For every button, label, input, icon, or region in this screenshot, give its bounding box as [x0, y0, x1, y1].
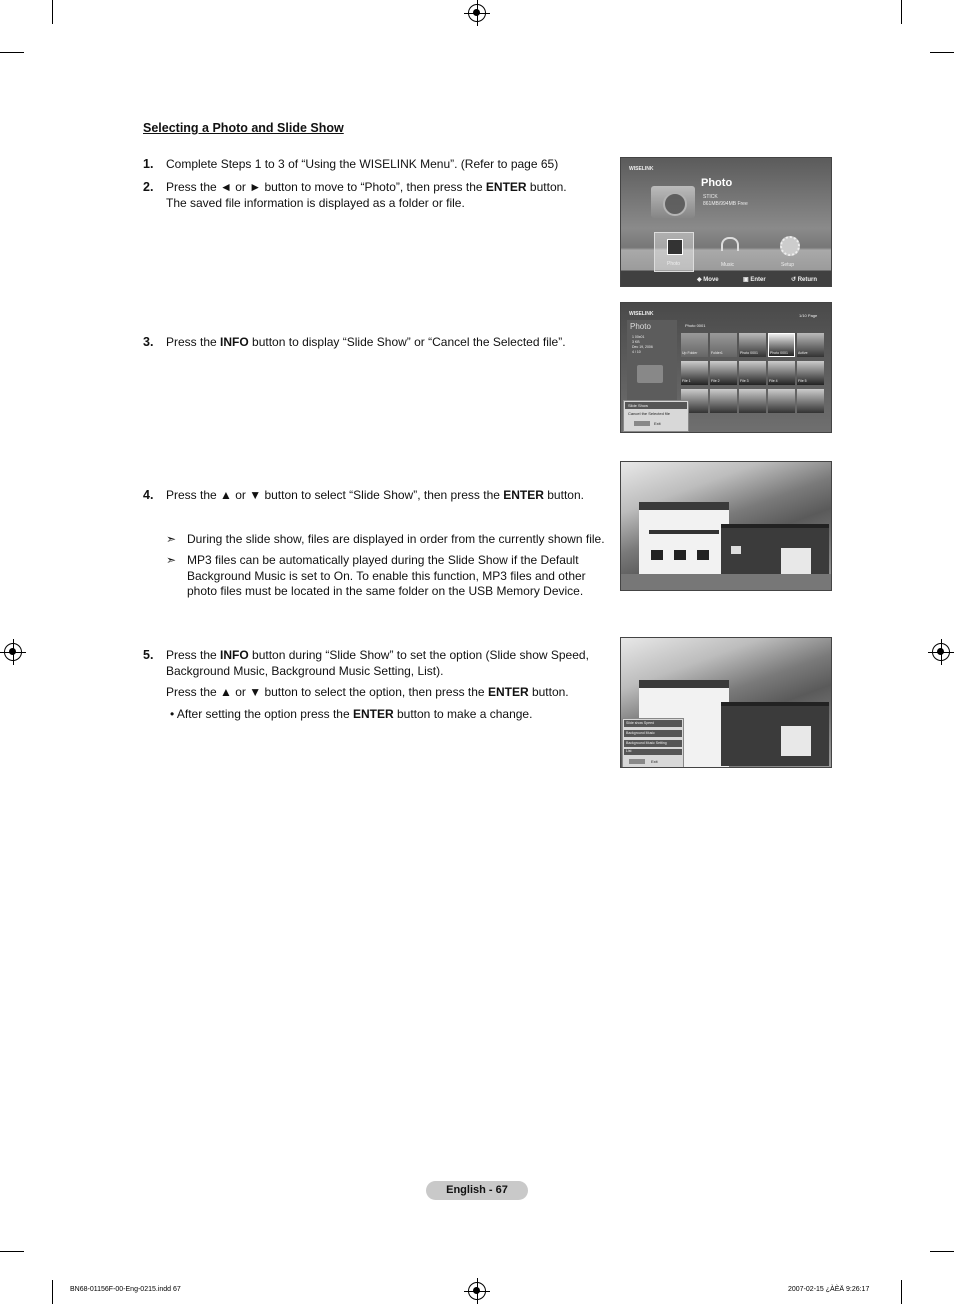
registration-mark-icon — [4, 643, 22, 661]
text-part: Press the ▲ or ▼ button to select the option, then press the — [166, 685, 488, 699]
text-part: photo files must be located in the same folder on the USB Memory Device. — [187, 584, 584, 598]
text-part: button to display “Slide Show” or “Cancel the Selected file”. — [248, 335, 566, 349]
thumb[interactable] — [710, 333, 737, 357]
setup-menu-item[interactable] — [773, 234, 805, 268]
crop-mark — [930, 1251, 954, 1252]
thumb[interactable] — [768, 361, 795, 385]
ground-photo — [621, 574, 832, 591]
step-number: 3. — [143, 335, 154, 349]
exit-label: Exit — [654, 421, 661, 426]
panel-title: Photo — [630, 322, 651, 331]
step-text — [166, 648, 589, 679]
thumb[interactable] — [797, 389, 824, 413]
photo-menu-item[interactable] — [654, 232, 694, 272]
menu-item-label: List — [626, 749, 632, 753]
menu-item-cancel[interactable] — [625, 410, 687, 417]
menu-item-label: Background Music — [626, 731, 655, 735]
registration-mark-icon — [468, 4, 486, 22]
thumb-label: Active — [798, 351, 808, 355]
thumb-label: Photo 0001 — [740, 351, 758, 355]
thumb[interactable] — [797, 361, 824, 385]
chalet-photo — [721, 702, 829, 766]
step-text: Complete Steps 1 to 3 of “Using the WISELINK Menu”. (Refer to page 65) — [166, 157, 559, 171]
menu-item-bg-music[interactable] — [624, 730, 682, 737]
key-name: INFO — [220, 648, 249, 662]
menu-item-slide-show[interactable] — [625, 402, 687, 409]
step-number: 4. — [143, 488, 154, 502]
free-space: 861MB/994MB Free — [703, 201, 748, 207]
footer-enter: ▣ Enter — [743, 277, 766, 283]
menu-item-label: Background Music Setting — [626, 741, 667, 745]
file-info: 1 00x01 — [632, 335, 645, 339]
step-number: 1. — [143, 157, 154, 171]
text-part: button. — [528, 685, 569, 699]
text-part: button to make a change. — [393, 707, 533, 721]
text-part: Press the — [166, 648, 221, 662]
text-part: • After setting the option press the — [170, 707, 353, 721]
menu-item-label: Setup — [781, 262, 795, 268]
crop-mark — [930, 52, 954, 53]
text-part: button during “Slide Show” to set the option (Slide show Speed, — [248, 648, 589, 662]
thumb-label: Folder1 — [711, 351, 723, 355]
menu-item-bg-music-setting[interactable] — [624, 740, 682, 747]
thumb-label: File 5 — [798, 379, 807, 383]
menu-item-label: Slide Show — [628, 403, 649, 408]
footer-move: ◆ Move — [697, 277, 719, 283]
text-part: Press the ◄ or ► button to move to “Photo”, then press the — [166, 180, 486, 194]
gear-icon — [780, 236, 800, 256]
note-text — [187, 553, 586, 600]
thumb-label: File 4 — [769, 379, 778, 383]
menu-title: Photo — [701, 177, 733, 189]
menu-item-list[interactable] — [624, 749, 682, 755]
thumb[interactable] — [739, 389, 766, 413]
page-number-badge: English - 67 — [426, 1181, 528, 1200]
thumb[interactable] — [797, 333, 824, 357]
screenshot-photo-browser — [620, 302, 832, 433]
thumb-label: File 3 — [740, 379, 749, 383]
thumb[interactable] — [710, 361, 737, 385]
photo-icon — [667, 239, 683, 255]
thumb[interactable] — [739, 333, 766, 357]
headphones-icon — [721, 237, 739, 251]
camera-icon — [651, 186, 695, 218]
menu-item-label: Cancel the Selected file — [628, 411, 671, 416]
thumb-label: File 1 — [682, 379, 691, 383]
crop-mark — [0, 52, 24, 53]
footer-label: Enter — [750, 277, 766, 283]
note-arrow-icon: ➣ — [166, 553, 177, 567]
file-slug: BN68-01156F-00-Eng-0215.indd 67 — [70, 1286, 181, 1293]
brand-logo: WISELINK — [629, 311, 654, 317]
registration-mark-icon — [468, 1282, 486, 1300]
options-popup-menu — [622, 718, 684, 768]
thumb[interactable] — [681, 333, 708, 357]
menu-item-label: Slide show Speed — [626, 721, 655, 725]
file-info: 4 / 10 — [632, 350, 641, 354]
screenshot-wiselink-menu — [620, 157, 832, 287]
thumb[interactable] — [768, 389, 795, 413]
step-text — [170, 707, 532, 723]
key-name: INFO — [220, 335, 249, 349]
device-name: STICK — [703, 194, 718, 200]
text-part: MP3 files can be automatically played during the Slide Show if the Default — [187, 553, 579, 567]
crop-mark — [52, 1280, 53, 1304]
thumb[interactable] — [710, 389, 737, 413]
text-part: button. — [526, 180, 567, 194]
crop-mark — [52, 0, 53, 24]
note-text: During the slide show, files are displayed in order from the currently shown file. — [187, 532, 605, 546]
screenshot-slide-show — [620, 461, 832, 591]
exit-button[interactable] — [634, 421, 650, 426]
key-name: ENTER — [503, 488, 544, 502]
thumb-label: File 2 — [711, 379, 720, 383]
page-indicator: 1/10 Page — [799, 313, 818, 318]
note-arrow-icon: ➣ — [166, 532, 177, 546]
text-part: The saved file information is displayed as a folder or file. — [166, 195, 465, 210]
footer-label: Move — [703, 277, 719, 283]
thumb-label: Photo 0001 — [770, 351, 788, 355]
menu-item-label: Music — [721, 262, 735, 268]
thumb-label: Up Folder — [682, 351, 698, 355]
step-number: 5. — [143, 648, 154, 662]
text-part: Background Music is set to On. To enable this function, MP3 files and other — [187, 568, 586, 583]
crop-mark — [0, 1251, 24, 1252]
text-part: Press the ▲ or ▼ button to select “Slide Show”, then press the — [166, 488, 504, 502]
step-text — [166, 180, 567, 211]
thumbnail-grid — [679, 331, 829, 416]
info-panel — [627, 320, 677, 412]
file-info: Dec 19, 2006 — [632, 345, 653, 349]
menu-item-slide-speed[interactable] — [624, 720, 682, 727]
step-text — [166, 335, 566, 351]
exit-label: Exit — [651, 759, 658, 764]
music-menu-item[interactable] — [713, 234, 745, 268]
key-name: ENTER — [352, 707, 394, 721]
menu-item-label: Photo — [667, 261, 681, 267]
folder-name: Photo 0001 — [685, 323, 706, 328]
thumb[interactable] — [681, 361, 708, 385]
text-part: Background Music, Background Music Setting, List). — [166, 663, 444, 678]
registration-mark-icon — [932, 643, 950, 661]
crop-mark — [901, 1280, 902, 1304]
thumb[interactable] — [739, 361, 766, 385]
step-text — [166, 685, 569, 701]
text-part: Press the — [166, 335, 221, 349]
date-slug: 2007-02-15 ¿ÀÈÄ 9:26:17 — [788, 1286, 870, 1293]
camera-icon — [637, 365, 663, 383]
brand-logo: WISELINK — [629, 166, 654, 172]
section-heading: Selecting a Photo and Slide Show — [143, 121, 344, 135]
footer-return: ↺ Return — [791, 277, 818, 283]
step-text — [166, 488, 584, 504]
crop-mark — [901, 0, 902, 24]
exit-button[interactable] — [629, 759, 645, 764]
step-number: 2. — [143, 180, 154, 194]
text-part: button. — [543, 488, 584, 502]
footer-label: Return — [797, 277, 818, 283]
info-popup-menu — [623, 400, 689, 432]
key-name: ENTER — [487, 685, 529, 699]
key-name: ENTER — [485, 180, 527, 194]
screenshot-slide-show-options — [620, 637, 832, 768]
thumb[interactable] — [768, 333, 795, 357]
file-info: 3 KB — [632, 340, 640, 344]
